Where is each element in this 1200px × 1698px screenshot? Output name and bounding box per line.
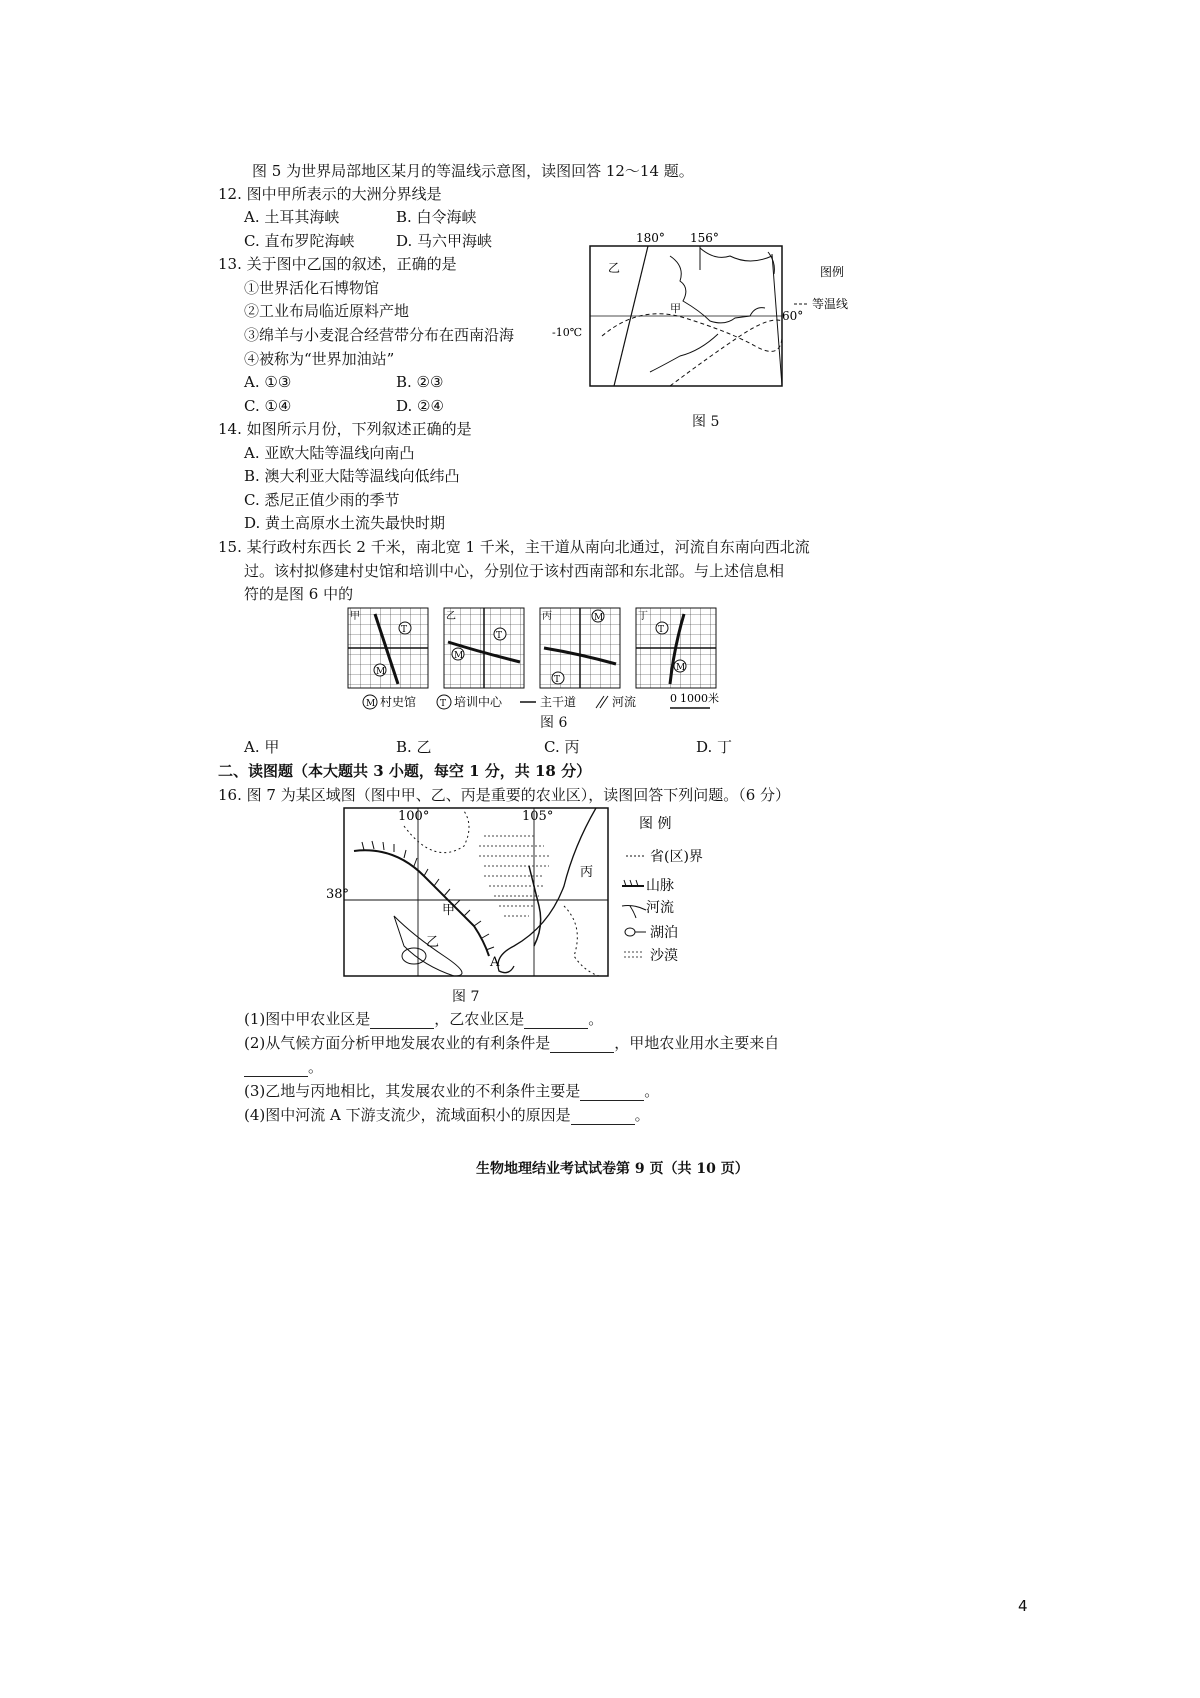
fig6-legend-road: 主干道	[540, 695, 577, 709]
q16-p1-blank-1[interactable]	[370, 1014, 434, 1029]
q15-option-d: D. 丁	[696, 738, 733, 756]
fig5-caption: 图 5	[692, 414, 720, 430]
q14-option-d: D. 黄土高原水土流失最快时期	[244, 514, 446, 532]
q16-p4-blank[interactable]	[571, 1110, 635, 1125]
fig6-legend-m-sym: M	[366, 699, 376, 709]
q15-line-3: 符的是图 6 中的	[244, 585, 354, 603]
fig6-ding-m: M	[676, 663, 686, 673]
fig6-bing-m: M	[594, 613, 604, 623]
fig6-panel-label-ding: 丁	[638, 611, 648, 622]
q16-p3-text-a: (3)乙地与丙地相比，其发展农业的不利条件主要是	[244, 1082, 581, 1100]
q16-part-3	[244, 1082, 659, 1101]
fig6-legend-t: 培训中心	[454, 695, 503, 709]
q13-statement-4: ④被称为“世界加油站”	[244, 350, 395, 368]
fig7-legend-border: 省(区)界	[650, 849, 703, 865]
figure-6-panels	[340, 604, 740, 690]
fig5-isotherm-label: -10℃	[552, 326, 583, 339]
fig7-label-a: A	[490, 955, 500, 970]
q16-p4-text-b: 。	[634, 1106, 650, 1124]
page-footer: 生物地理结业考试试卷第 9 页（共 10 页）	[476, 1161, 749, 1177]
fig6-legend-river: 河流	[612, 695, 637, 709]
q16-p3-blank[interactable]	[580, 1086, 644, 1101]
fig7-legend-mountain: 山脉	[646, 878, 674, 894]
q16-stem: 16. 图 7 为某区域图（图中甲、乙、丙是重要的农业区），读图回答下列问题。（6 分）	[218, 786, 791, 804]
q12-option-c: C. 直布罗陀海峡	[244, 232, 355, 250]
fig6-panel-label-bing: 丙	[542, 611, 552, 622]
q14-option-a: A. 亚欧大陆等温线向南凸	[244, 444, 415, 462]
figure-5-map	[550, 226, 860, 406]
q14-stem: 14. 如图所示月份，下列叙述正确的是	[218, 420, 472, 438]
q16-part-2	[244, 1034, 779, 1053]
q13-statement-2: ②工业布局临近原料产地	[244, 302, 410, 320]
fig6-panel-jia	[348, 608, 428, 688]
intro-text: 图 5 为世界局部地区某月的等温线示意图，读图回答 12～14 题。	[252, 162, 694, 180]
fig5-lat-60: 60°	[782, 309, 804, 323]
q16-p2-text-b: ，甲地农业用水主要来自	[614, 1034, 780, 1052]
fig6-panel-bing	[540, 608, 620, 688]
fig5-label-yi: 乙	[608, 261, 621, 275]
q15-option-b: B. 乙	[396, 738, 432, 756]
q13-option-c: C. ①④	[244, 397, 292, 415]
q16-p3-text-b: 。	[644, 1082, 660, 1100]
fig5-lon-156: 156°	[690, 231, 719, 245]
fig6-scale-zero: 0	[670, 692, 677, 705]
fig6-jia-m: M	[376, 667, 386, 677]
q16-p2-blank-2[interactable]	[244, 1062, 308, 1077]
q14-option-c: C. 悉尼正值少雨的季节	[244, 491, 400, 509]
fig7-label-jia: 甲	[442, 903, 456, 918]
q15-line-2: 过。该村拟修建村史馆和培训中心，分别位于该村西南部和东北部。与上述信息相	[244, 562, 785, 580]
fig6-scale-length: 1000米	[680, 692, 719, 705]
q16-part-4	[244, 1106, 650, 1125]
fig7-label-bing: 丙	[580, 865, 594, 880]
q16-p1-text-b: ，乙农业区是	[434, 1010, 525, 1028]
fig6-jia-t: T	[401, 625, 408, 635]
q13-statement-3: ③绵羊与小麦混合经营带分布在西南沿海	[244, 326, 515, 344]
fig6-panel-label-yi: 乙	[446, 611, 456, 622]
page-number: 4	[1018, 1597, 1028, 1615]
fig6-panel-label-jia: 甲	[350, 611, 360, 622]
q16-p2-text-c: 。	[308, 1058, 324, 1076]
fig5-legend-isotherm: 等温线	[812, 297, 849, 311]
fig7-legend-desert: 沙漠	[650, 948, 678, 964]
q16-p1-text-c: 。	[588, 1010, 604, 1028]
q13-stem: 13. 关于图中乙国的叙述，正确的是	[218, 255, 457, 273]
fig6-ding-t: T	[658, 625, 665, 635]
q16-p1-text-a: (1)图中甲农业区是	[244, 1010, 371, 1028]
q16-p2-blank-1[interactable]	[550, 1038, 614, 1053]
q15-option-a: A. 甲	[244, 738, 280, 756]
q16-p1-blank-2[interactable]	[524, 1014, 588, 1029]
q13-option-d: D. ②④	[396, 397, 444, 415]
fig7-label-yi: 乙	[426, 935, 440, 950]
q13-option-a: A. ①③	[244, 373, 292, 391]
q15-line-1: 15. 某行政村东西长 2 千米，南北宽 1 千米，主干道从南向北通过，河流自东南向西北流	[218, 538, 810, 556]
fig7-caption: 图 7	[452, 989, 480, 1005]
fig6-legend-t-sym: T	[440, 699, 447, 709]
fig7-legend-title: 图 例	[639, 816, 672, 832]
q16-part-2-cont	[244, 1058, 323, 1077]
figure-7-map	[326, 806, 724, 986]
q16-part-1	[244, 1010, 603, 1029]
fig7-lon-100: 100°	[398, 809, 430, 824]
fig6-bing-t: T	[554, 675, 561, 685]
q12-option-a: A. 土耳其海峡	[244, 208, 340, 226]
q12-stem: 12. 图中甲所表示的大洲分界线是	[218, 185, 442, 203]
q12-option-b: B. 白令海峡	[396, 208, 477, 226]
fig6-yi-t: T	[496, 631, 503, 641]
q13-option-b: B. ②③	[396, 373, 444, 391]
fig7-lon-105: 105°	[522, 809, 554, 824]
fig5-label-jia: 甲	[670, 302, 681, 315]
fig6-panel-yi	[444, 608, 524, 688]
fig6-panel-ding	[636, 608, 716, 688]
fig6-caption: 图 6	[540, 715, 568, 731]
section-2-heading: 二、读图题（本大题共 3 小题，每空 1 分，共 18 分）	[218, 762, 592, 780]
q16-p2-text-a: (2)从气候方面分析甲地发展农业的有利条件是	[244, 1034, 551, 1052]
q16-p4-text-a: (4)图中河流 A 下游支流少，流域面积小的原因是	[244, 1106, 571, 1124]
fig7-legend-lake: 湖泊	[650, 925, 678, 941]
fig7-legend-river: 河流	[646, 900, 674, 916]
q13-statement-1: ①世界活化石博物馆	[244, 279, 380, 297]
fig5-lon-180: 180°	[636, 231, 665, 245]
fig7-lat-38: 38°	[326, 887, 350, 902]
q15-option-c: C. 丙	[544, 738, 580, 756]
fig5-legend-title: 图例	[820, 265, 845, 279]
q12-option-d: D. 马六甲海峡	[396, 232, 493, 250]
figure-6-legend	[360, 690, 750, 714]
fig6-legend-m: 村史馆	[380, 695, 417, 709]
fig6-yi-m: M	[454, 651, 464, 661]
q14-option-b: B. 澳大利亚大陆等温线向低纬凸	[244, 467, 460, 485]
